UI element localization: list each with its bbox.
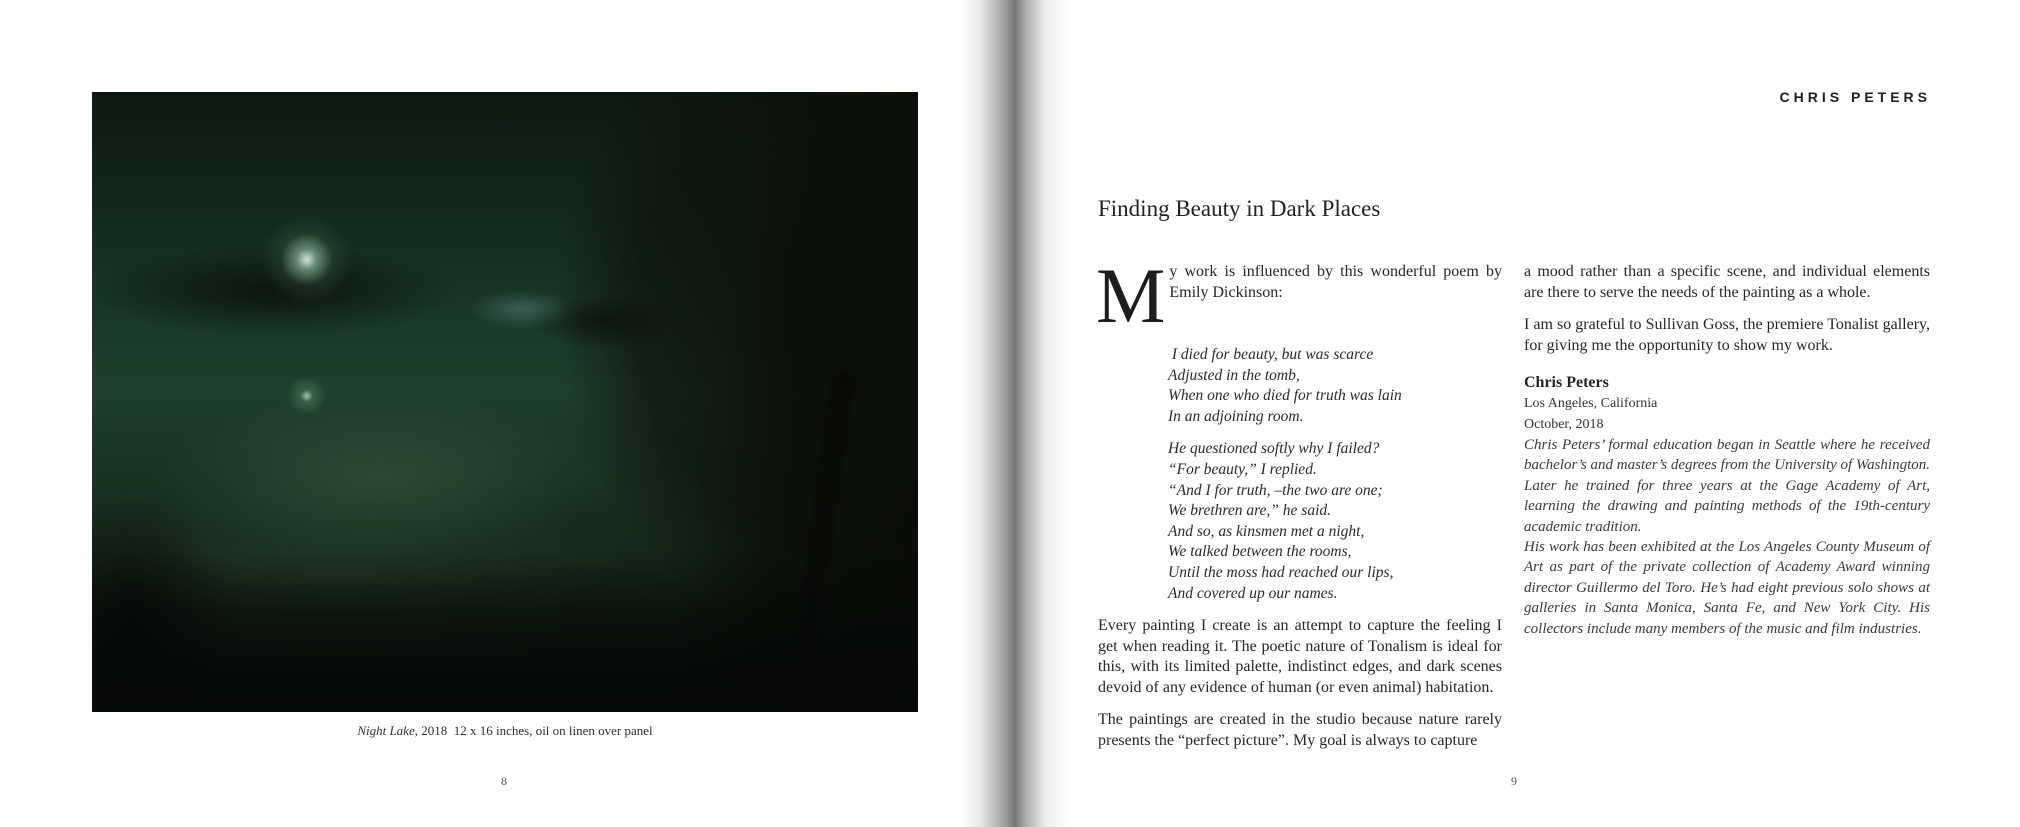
poem-line: And covered up our names. (1168, 584, 1338, 602)
text-column-right (1524, 262, 1930, 639)
caption-details: , 2018 12 x 16 inches, oil on linen over panel (414, 723, 653, 738)
poem-stanza-2 (1168, 439, 1502, 604)
poem-line: We talked between the rooms, (1168, 543, 1352, 561)
running-head: CHRIS PETERS (1779, 89, 1931, 105)
body-paragraph: I am so grateful to Sullivan Goss, the premiere Tonalist gallery, for giving me the opportunity to show my work. (1524, 316, 1930, 354)
poem-stanza-1 (1168, 345, 1502, 427)
page-number-left: 8 (501, 774, 507, 788)
poem-line: “For beauty,” I replied. (1168, 460, 1317, 478)
poem-line: In an adjoining room. (1168, 407, 1304, 425)
poem (1168, 345, 1502, 604)
painting-caption (0, 723, 1010, 739)
caption-title: Night Lake (357, 723, 415, 738)
intro-text: y work is influenced by this wonderful poem by Emily Dickinson: (1169, 263, 1502, 301)
poem-line: Until the moss had reached our lips, (1168, 563, 1394, 581)
poem-line: “And I for truth, –the two are one; (1168, 481, 1383, 499)
signature-location: Los Angeles, California (1524, 396, 1658, 411)
body-paragraph: Every painting I create is an attempt to capture the feeling I get when reading it. The poetic nature of Tonalism is ideal for this, with its limited palette, indistinct edges, and dark scenes devoid of any evidence of human (or even animal) habitation. (1098, 617, 1502, 696)
page-number-right: 9 (1511, 774, 1517, 788)
page-title: Finding Beauty in Dark Places (1098, 196, 1381, 222)
poem-line: He questioned softly why I failed? (1168, 440, 1380, 458)
bio-paragraph: Chris Peters’ formal education began in Seattle where he received bachelor’s and master’s degrees from the University of Washington. Later he trained for three years at the Gage Academy of Art, learning the drawing and painting methods of the 19th-century academic tradition. (1524, 437, 1930, 535)
drop-cap: M (1096, 252, 1166, 339)
signature-date: October, 2018 (1524, 416, 1604, 432)
poem-line: And so, as kinsmen met a night, (1168, 522, 1365, 540)
poem-line: Adjusted in the tomb, (1168, 366, 1300, 384)
signature-name: Chris Peters (1524, 374, 1609, 391)
poem-line: I died for beauty, but was scarce (1168, 346, 1374, 363)
bio-paragraph: His work has been exhibited at the Los Angeles County Museum of Art as part of the private collection of Academy Award winning director Guillermo del Toro. He’s had eight previous solo shows at galleries in Santa Monica, Santa Fe, and New York City. His collectors include many members of the music and film industries. (1524, 539, 1930, 637)
body-paragraph: a mood rather than a specific scene, and individual elements are there to serve the needs of the painting as a whole. (1524, 263, 1930, 301)
painting-night-lake (92, 92, 918, 712)
body-paragraph: The paintings are created in the studio because nature rarely presents the “perfect picture”. My goal is always to capture (1098, 711, 1502, 749)
poem-line: We brethren are,” he said. (1168, 502, 1332, 520)
text-column-left (1096, 252, 1502, 751)
poem-line: When one who died for truth was lain (1168, 387, 1402, 405)
intro-paragraph (1096, 252, 1502, 339)
painting-foreground (92, 92, 918, 712)
